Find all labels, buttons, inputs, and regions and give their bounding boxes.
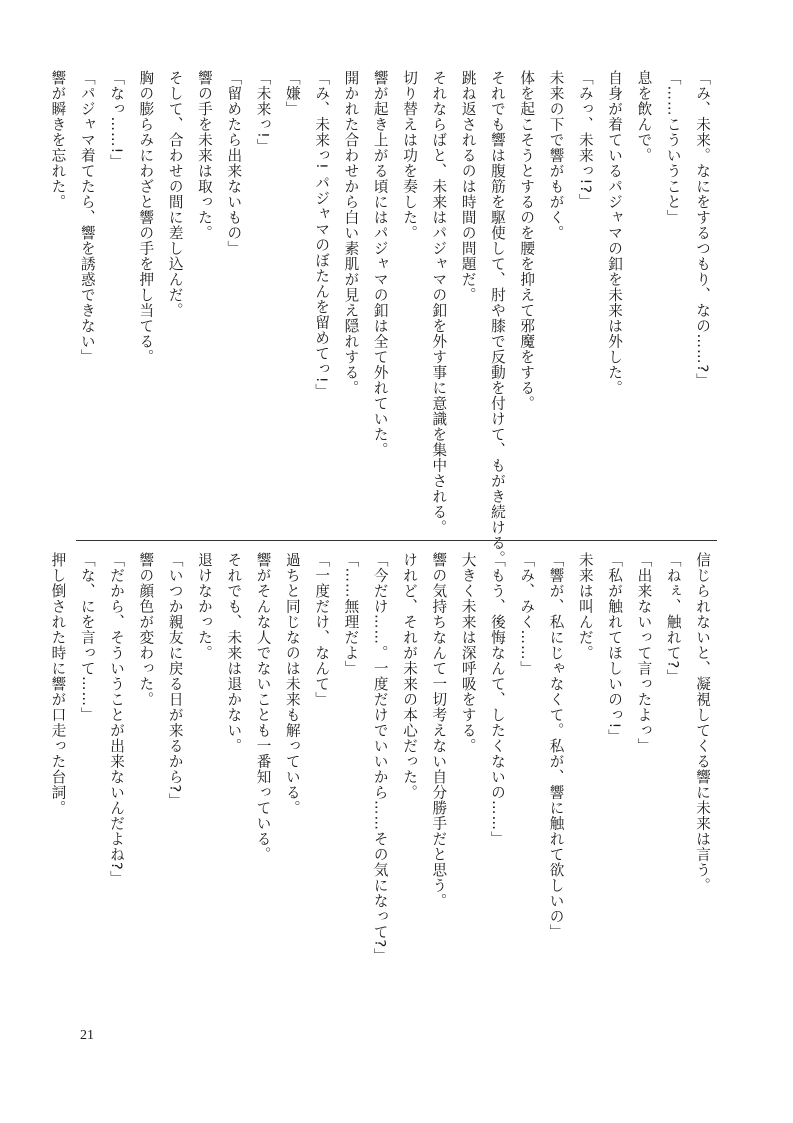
text-line: 響が瞬きを忘れた。 bbox=[49, 70, 67, 210]
text-line: 「一度だけ、なんて」 bbox=[313, 552, 331, 707]
text-line: 「み、未来っ! パジャマのぼたんを留めてっ!」 bbox=[313, 70, 331, 400]
text-line: 跳ね返されるのは時間の問題だ。 bbox=[459, 70, 477, 303]
text-line: 開かれた合わせから白い素肌が見え隠れする。 bbox=[342, 70, 360, 396]
text-line: 響の気持ちなんて一切考えない自分勝手だと思う。 bbox=[430, 552, 448, 909]
bottom-text-block bbox=[49, 552, 717, 964]
text-line: 「嫌」 bbox=[283, 70, 301, 117]
text-line: 押し倒された時に響が口走った台詞。 bbox=[49, 552, 67, 816]
text-line: 「パジャマ着てたら、響を誘惑できない」 bbox=[78, 70, 96, 365]
text-line: それでも、未来は退かない。 bbox=[225, 552, 243, 754]
text-line: 「いつか親友に戻る日が来るから?」 bbox=[166, 552, 184, 809]
text-line: 未来は叫んだ。 bbox=[576, 552, 594, 661]
text-line: けれど、それが未来の本心だった。 bbox=[401, 552, 419, 800]
text-line: 響の手を未来は取った。 bbox=[195, 70, 213, 241]
text-line: それならばと、未来はパジャマの釦を外す事に意識を集中される。 bbox=[430, 70, 448, 535]
text-line: 「私が触れてほしいのっ!」 bbox=[606, 552, 624, 745]
text-line: 「……無理だよ」 bbox=[342, 552, 360, 676]
text-line: 響の顔色が変わった。 bbox=[137, 552, 155, 707]
text-line: 「今だけ……。一度だけでいいから……その気になって?」 bbox=[371, 552, 389, 964]
text-line: 未来の下で響がもがく。 bbox=[547, 70, 565, 241]
page-number: 21 bbox=[80, 1028, 94, 1043]
text-line: 「だから、そういうことが出来ないんだよね?」 bbox=[108, 552, 126, 887]
text-line: 胸の膨らみにわざと響の手を押し当てる。 bbox=[137, 70, 155, 365]
text-line: 自身が着ているパジャマの釦を未来は外した。 bbox=[606, 70, 624, 396]
text-line: 「み、未来。なにをするつもり、なの……?」 bbox=[694, 70, 711, 389]
text-line: 「未来っ!」 bbox=[254, 70, 272, 155]
text-line: 切り替えは功を奏した。 bbox=[401, 70, 419, 241]
text-line: 体を起こそうとするのを腰を抑えて邪魔をする。 bbox=[518, 70, 536, 411]
text-line: 息を飲んで。 bbox=[635, 70, 653, 163]
text-line: それでも響は腹筋を駆使して、肘や膝で反動を付けて、もがき続ける。 bbox=[488, 70, 506, 566]
section-divider bbox=[76, 540, 717, 541]
text-line: 「ねぇ、触れて?」 bbox=[664, 552, 682, 685]
text-line: 「留めたら出来ないもの」 bbox=[225, 70, 243, 256]
text-line: そして、合わせの間に差し込んだ。 bbox=[166, 70, 184, 318]
text-line: 「みっ、未来っ!?」 bbox=[576, 70, 594, 210]
top-text-block bbox=[49, 70, 717, 566]
text-line: 退けなかった。 bbox=[195, 552, 213, 661]
text-line: 「もう、後悔なんて、したくないの……」 bbox=[488, 552, 506, 847]
text-line: 「……こういうこと」 bbox=[664, 70, 682, 225]
text-line: 響がそんな人でないことも一番知っている。 bbox=[254, 552, 272, 862]
text-line: 「なっ……!」 bbox=[108, 70, 126, 170]
text-line: 「出来ないって言ったよっ」 bbox=[635, 552, 653, 754]
text-line: 「響が、私にじゃなくて。私が、響に触れて欲しいの」 bbox=[547, 552, 565, 940]
text-line: 大きく未来は深呼吸をする。 bbox=[459, 552, 477, 754]
text-line: 過ちと同じなのは未来も解っている。 bbox=[283, 552, 301, 816]
text-line: 「み、みく……」 bbox=[518, 552, 536, 676]
text-line: 響が起き上がる頃にはパジャマの釦は全て外れていた。 bbox=[371, 70, 389, 458]
text-line: 信じられないと、凝視してくる響に未来は言う。 bbox=[694, 552, 711, 893]
text-line: 「な、にを言って……」 bbox=[78, 552, 96, 723]
